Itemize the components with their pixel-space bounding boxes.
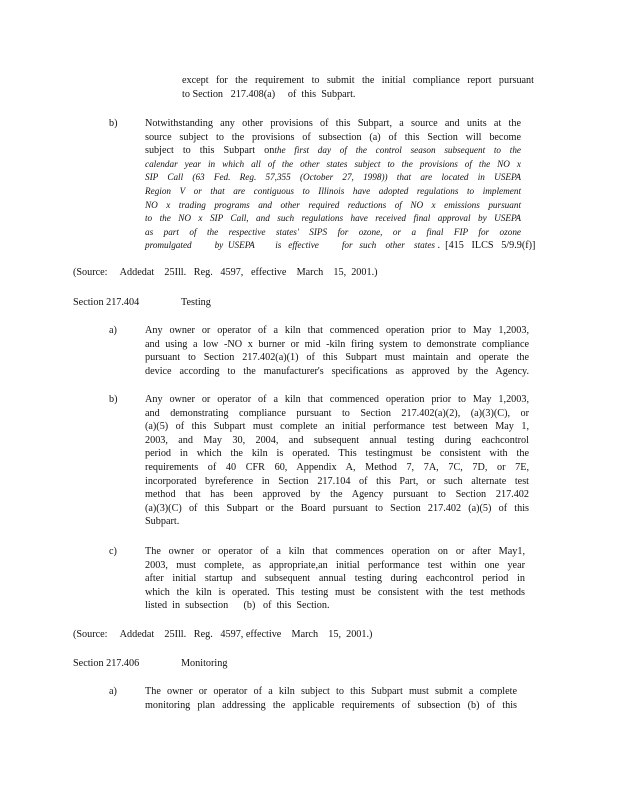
text-line: Any owner or operator of a kiln that commenced operation prior to May 1,2003, xyxy=(145,325,529,336)
section-heading xyxy=(73,657,139,671)
text-line: 2003, and May 30, 2004, and subsequent annual testing during eachcontrol xyxy=(145,434,529,446)
text-line: monitoring plan addressing the applicable requirements of subsection (b) of this xyxy=(145,699,517,711)
source-note xyxy=(73,628,372,642)
source-note xyxy=(73,266,378,280)
text-line: (a)(5) of this Subpart must complete an initial performance test between May 1, xyxy=(145,421,529,433)
text-line: The owner or operator of a kiln subject to this Subpart must submit a complete xyxy=(145,686,517,697)
paragraph-label: a) xyxy=(109,686,117,697)
text-line: Notwithstanding any other provisions of this Subpart, a source and units at the xyxy=(145,118,521,129)
text-line: Any owner or operator of a kiln that commenced operation prior to May 1,2003, xyxy=(145,394,529,405)
paragraph-label: c) xyxy=(109,546,117,557)
continued-paragraph xyxy=(182,74,534,101)
paragraph-404-b xyxy=(145,393,529,529)
text-line: requirements of 40 CFR 60, Appendix A, Method 7, 7A, 7C, 7D, or 7E, xyxy=(145,461,529,473)
paragraph-b-notwithstanding xyxy=(145,117,536,253)
section-number: Section 217.404 xyxy=(73,297,140,308)
section-title: Monitoring xyxy=(181,658,228,669)
italic-line: calendar year in which all of the other states subject to the provisions of the NO x xyxy=(145,158,521,169)
paragraph-404-c xyxy=(145,545,525,613)
source-text: (Source: Addedat 25Ill. Reg. 4597, effective March 15, 2001.) xyxy=(73,267,378,278)
text-line: to Section 217.408(a) of this Subpart. xyxy=(182,88,356,100)
italic-line: NO x trading programs and other required reductions of NO x emissions pursuant xyxy=(145,199,521,210)
text-line: source subject to the provisions of subsection (a) of this Section will become xyxy=(145,131,521,143)
source-text: (Source: Addedat 25Ill. Reg. 4597, effective March 15, 2001.) xyxy=(73,629,373,640)
text-line: which the kiln is operated. This testing must be consistent with the test methods xyxy=(145,586,525,598)
text-line: after initial startup and subsequent annual testing during eachcontrol period in xyxy=(145,573,525,585)
italic-line: Region V or that are contiguous to Illinois have adopted regulations to implement xyxy=(145,185,521,196)
text-line: 2003, must complete, as appropriate,an initial performance test within one year xyxy=(145,559,525,571)
text-line: period in which the kiln is operated. This testingmust be consistent with the xyxy=(145,448,529,460)
text-run: . [415 ILCS 5/9.9(f)] xyxy=(434,240,536,252)
italic-run: the first day of the control season subsequent to the xyxy=(274,145,521,156)
paragraph-label: a) xyxy=(109,325,117,336)
text-line: pursuant to Section 217.402(a)(1) of this Subpart must maintain and operate the xyxy=(145,352,529,364)
italic-line: SIP Call (63 Fed. Reg. 57,355 (October 27, 1998)) that are located in USEPA xyxy=(145,172,521,183)
paragraph-404-a xyxy=(145,324,529,378)
section-heading xyxy=(73,296,139,310)
section-title: Testing xyxy=(181,297,211,308)
italic-line: to the NO x SIP Call, and such regulations have received final approval by USEPA xyxy=(145,213,521,224)
text-line: listed in subsection (b) of this Section. xyxy=(145,600,330,612)
paragraph-label: b) xyxy=(109,118,118,129)
text-line: and demonstrating compliance pursuant to Section 217.402(a)(2), (a)(3)(C), or xyxy=(145,407,529,419)
text-line: The owner or operator of a kiln that commences operation on or after May1, xyxy=(145,546,525,557)
text-line: method that has been approved by the Agency pursuant to Section 217.402 xyxy=(145,489,529,501)
section-number: Section 217.406 xyxy=(73,658,140,669)
paragraph-label: b) xyxy=(109,394,118,405)
italic-run: promulgated by USEPA is effective for such other states xyxy=(145,240,435,251)
mixed-line xyxy=(145,239,536,253)
italic-line: as part of the respective states' SIPS for ozone, or a final FIP for ozone xyxy=(145,226,521,237)
text-line: Subpart. xyxy=(145,516,180,528)
text-run: subject to this Subpart on xyxy=(145,145,275,157)
text-line: and using a low -NO x burner or mid -kiln firing system to demonstrate compliance xyxy=(145,338,529,350)
text-line: (a)(3)(C) of this Subpart or the Board pursuant to Section 217.402 (a)(5) of this xyxy=(145,502,529,514)
mixed-line xyxy=(145,144,521,158)
paragraph-406-a xyxy=(145,685,517,712)
text-line: except for the requirement to submit the initial compliance report pursuant xyxy=(182,75,534,86)
text-line: device according to the manufacturer's specifications as approved by the Agency. xyxy=(145,365,529,377)
text-line: incorporated byreference in Section 217.104 of this Part, or such alternate test xyxy=(145,475,529,487)
